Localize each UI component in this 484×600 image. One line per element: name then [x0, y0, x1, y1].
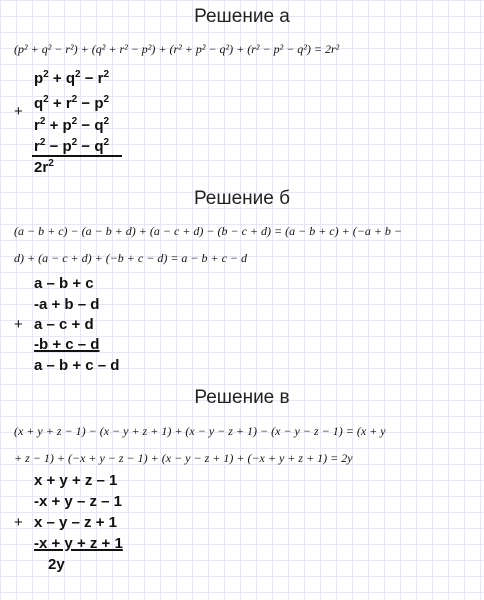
- section-a-row-1: [34, 70, 109, 87]
- row-term: − q: [81, 117, 104, 134]
- section-a-row-4: [34, 138, 109, 155]
- row-term: + p: [49, 117, 72, 134]
- section-b-plus-sign: +: [14, 316, 23, 333]
- section-b-result: a – b + c – d: [34, 357, 120, 374]
- row-term: q: [34, 95, 44, 112]
- section-a-title: Решение а: [194, 6, 290, 27]
- section-b-row-2: -a + b – d: [34, 296, 100, 313]
- section-c-row-1: x + y + z – 1: [34, 472, 118, 489]
- exponent: 2: [71, 94, 78, 105]
- result-term: 2r: [34, 159, 49, 176]
- section-b-title: Решение б: [193, 188, 291, 209]
- exponent: 2: [103, 69, 110, 80]
- row-term: − p: [49, 138, 72, 155]
- section-a-result: [34, 159, 54, 176]
- exponent: 2: [103, 94, 110, 105]
- exponent: 2: [48, 158, 54, 169]
- section-c-equation-line-2: + z − 1) + (−x + y − z − 1) + (x − y − z + 1) + (−x + y + z + 1) = 2y: [14, 451, 353, 465]
- section-a-plus-sign: +: [14, 103, 23, 120]
- exponent: 2: [71, 137, 78, 148]
- section-c-row-3: x – y – z + 1: [34, 514, 117, 531]
- section-a-row-2: [34, 95, 109, 112]
- exponent: 2: [43, 69, 49, 80]
- row-term: + r: [52, 95, 72, 112]
- section-b-row-1: a – b + c: [34, 275, 94, 292]
- section-c-plus-sign: +: [14, 514, 23, 531]
- section-b-row-3: a – c + d: [34, 316, 94, 333]
- section-b-row-4: -b + c – d: [34, 336, 100, 353]
- section-a-sum-line: [32, 155, 122, 157]
- row-term: r: [34, 138, 40, 155]
- exponent: 2: [39, 116, 46, 127]
- row-term: − q: [81, 138, 104, 155]
- section-b-equation-line-2: d) + (a − c + d) + (−b + c − d) = a − b + c − d: [14, 251, 248, 265]
- row-term: r: [34, 117, 40, 134]
- exponent: 2: [103, 137, 110, 148]
- exponent: 2: [75, 69, 81, 80]
- row-term: − r: [84, 70, 104, 87]
- exponent: 2: [71, 116, 78, 127]
- row-term: + q: [52, 70, 75, 87]
- section-a-row-3: [34, 117, 109, 134]
- exponent: 2: [103, 116, 110, 127]
- section-b-equation-line-1: (a − b + c) − (a − b + d) + (a − c + d) − (b − c + d) = (a − b + c) + (−a + b −: [14, 224, 403, 238]
- row-term: − p: [81, 95, 104, 112]
- section-c-row-2: -x + y – z – 1: [34, 493, 122, 510]
- section-c-result: 2y: [48, 556, 65, 573]
- section-a-equation: (p² + q² − r²) + (q² + r² − p²) + (r² + p² − q²) + (r² − p² − q²) = 2r²: [14, 42, 340, 56]
- row-term: p: [34, 70, 44, 87]
- section-c-row-4: -x + y + z + 1: [34, 535, 123, 552]
- section-c-title: Решение в: [194, 387, 290, 408]
- section-c-equation-line-1: (x + y + z − 1) − (x − y + z + 1) + (x − y − z + 1) − (x − y − z − 1) = (x + y: [14, 424, 386, 438]
- exponent: 2: [39, 137, 46, 148]
- exponent: 2: [43, 94, 49, 105]
